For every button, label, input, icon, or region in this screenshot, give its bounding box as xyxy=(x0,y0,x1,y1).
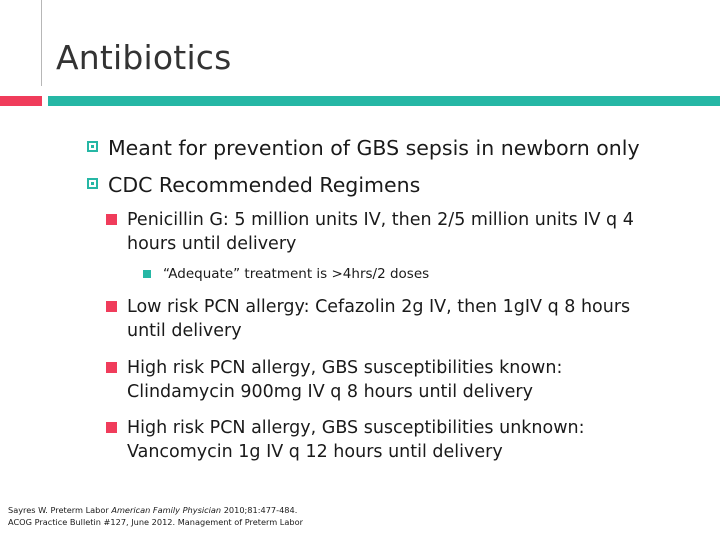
bullet-text-line2: Clindamycin 900mg IV q 8 hours until delivery xyxy=(127,382,533,402)
accent-bar-teal xyxy=(48,96,720,106)
bullet-text-line2: hours until delivery xyxy=(127,234,297,254)
square-bullet-icon xyxy=(87,178,98,189)
bullet-level2 xyxy=(106,208,686,256)
references xyxy=(8,504,303,528)
reference-1-suffix: 2010;81:477-484. xyxy=(221,505,298,515)
bullet-text-line2: Vancomycin 1g IV q 12 hours until delivery xyxy=(127,442,503,462)
square-bullet-icon xyxy=(106,362,117,373)
bullet-text-line1: Penicillin G: 5 million units IV, then 2/5 million units IV q 4 xyxy=(127,210,634,230)
square-bullet-icon xyxy=(106,301,117,312)
bullet-text-line1: Low risk PCN allergy: Cefazolin 2g IV, then 1gIV q 8 hours xyxy=(127,297,631,317)
square-bullet-icon xyxy=(106,214,117,225)
accent-bar-red xyxy=(0,96,42,106)
bullet-level2 xyxy=(106,416,686,464)
bullet-text-line1: High risk PCN allergy, GBS susceptibilities unknown: xyxy=(127,418,585,438)
bullet-text: “Adequate” treatment is >4hrs/2 doses xyxy=(163,266,430,282)
reference-1-journal: American Family Physician xyxy=(111,505,222,515)
bullet-text: Meant for prevention of GBS sepsis in newborn only xyxy=(108,136,640,160)
bullet-level2 xyxy=(106,295,686,343)
square-bullet-icon xyxy=(143,270,151,278)
reference-1 xyxy=(8,504,303,516)
square-bullet-icon xyxy=(106,422,117,433)
bullet-text-line1: High risk PCN allergy, GBS susceptibilities known: xyxy=(127,358,563,378)
reference-2: ACOG Practice Bulletin #127, June 2012. Management of Preterm Labor xyxy=(8,517,303,527)
slide-title: Antibiotics xyxy=(56,38,232,77)
square-bullet-icon xyxy=(87,141,98,152)
title-divider-line xyxy=(41,0,42,86)
bullet-level2 xyxy=(106,356,686,404)
reference-1-prefix: Sayres W. Preterm Labor xyxy=(8,505,112,515)
bullet-text: CDC Recommended Regimens xyxy=(108,173,421,197)
bullet-text-line2: until delivery xyxy=(127,321,242,341)
